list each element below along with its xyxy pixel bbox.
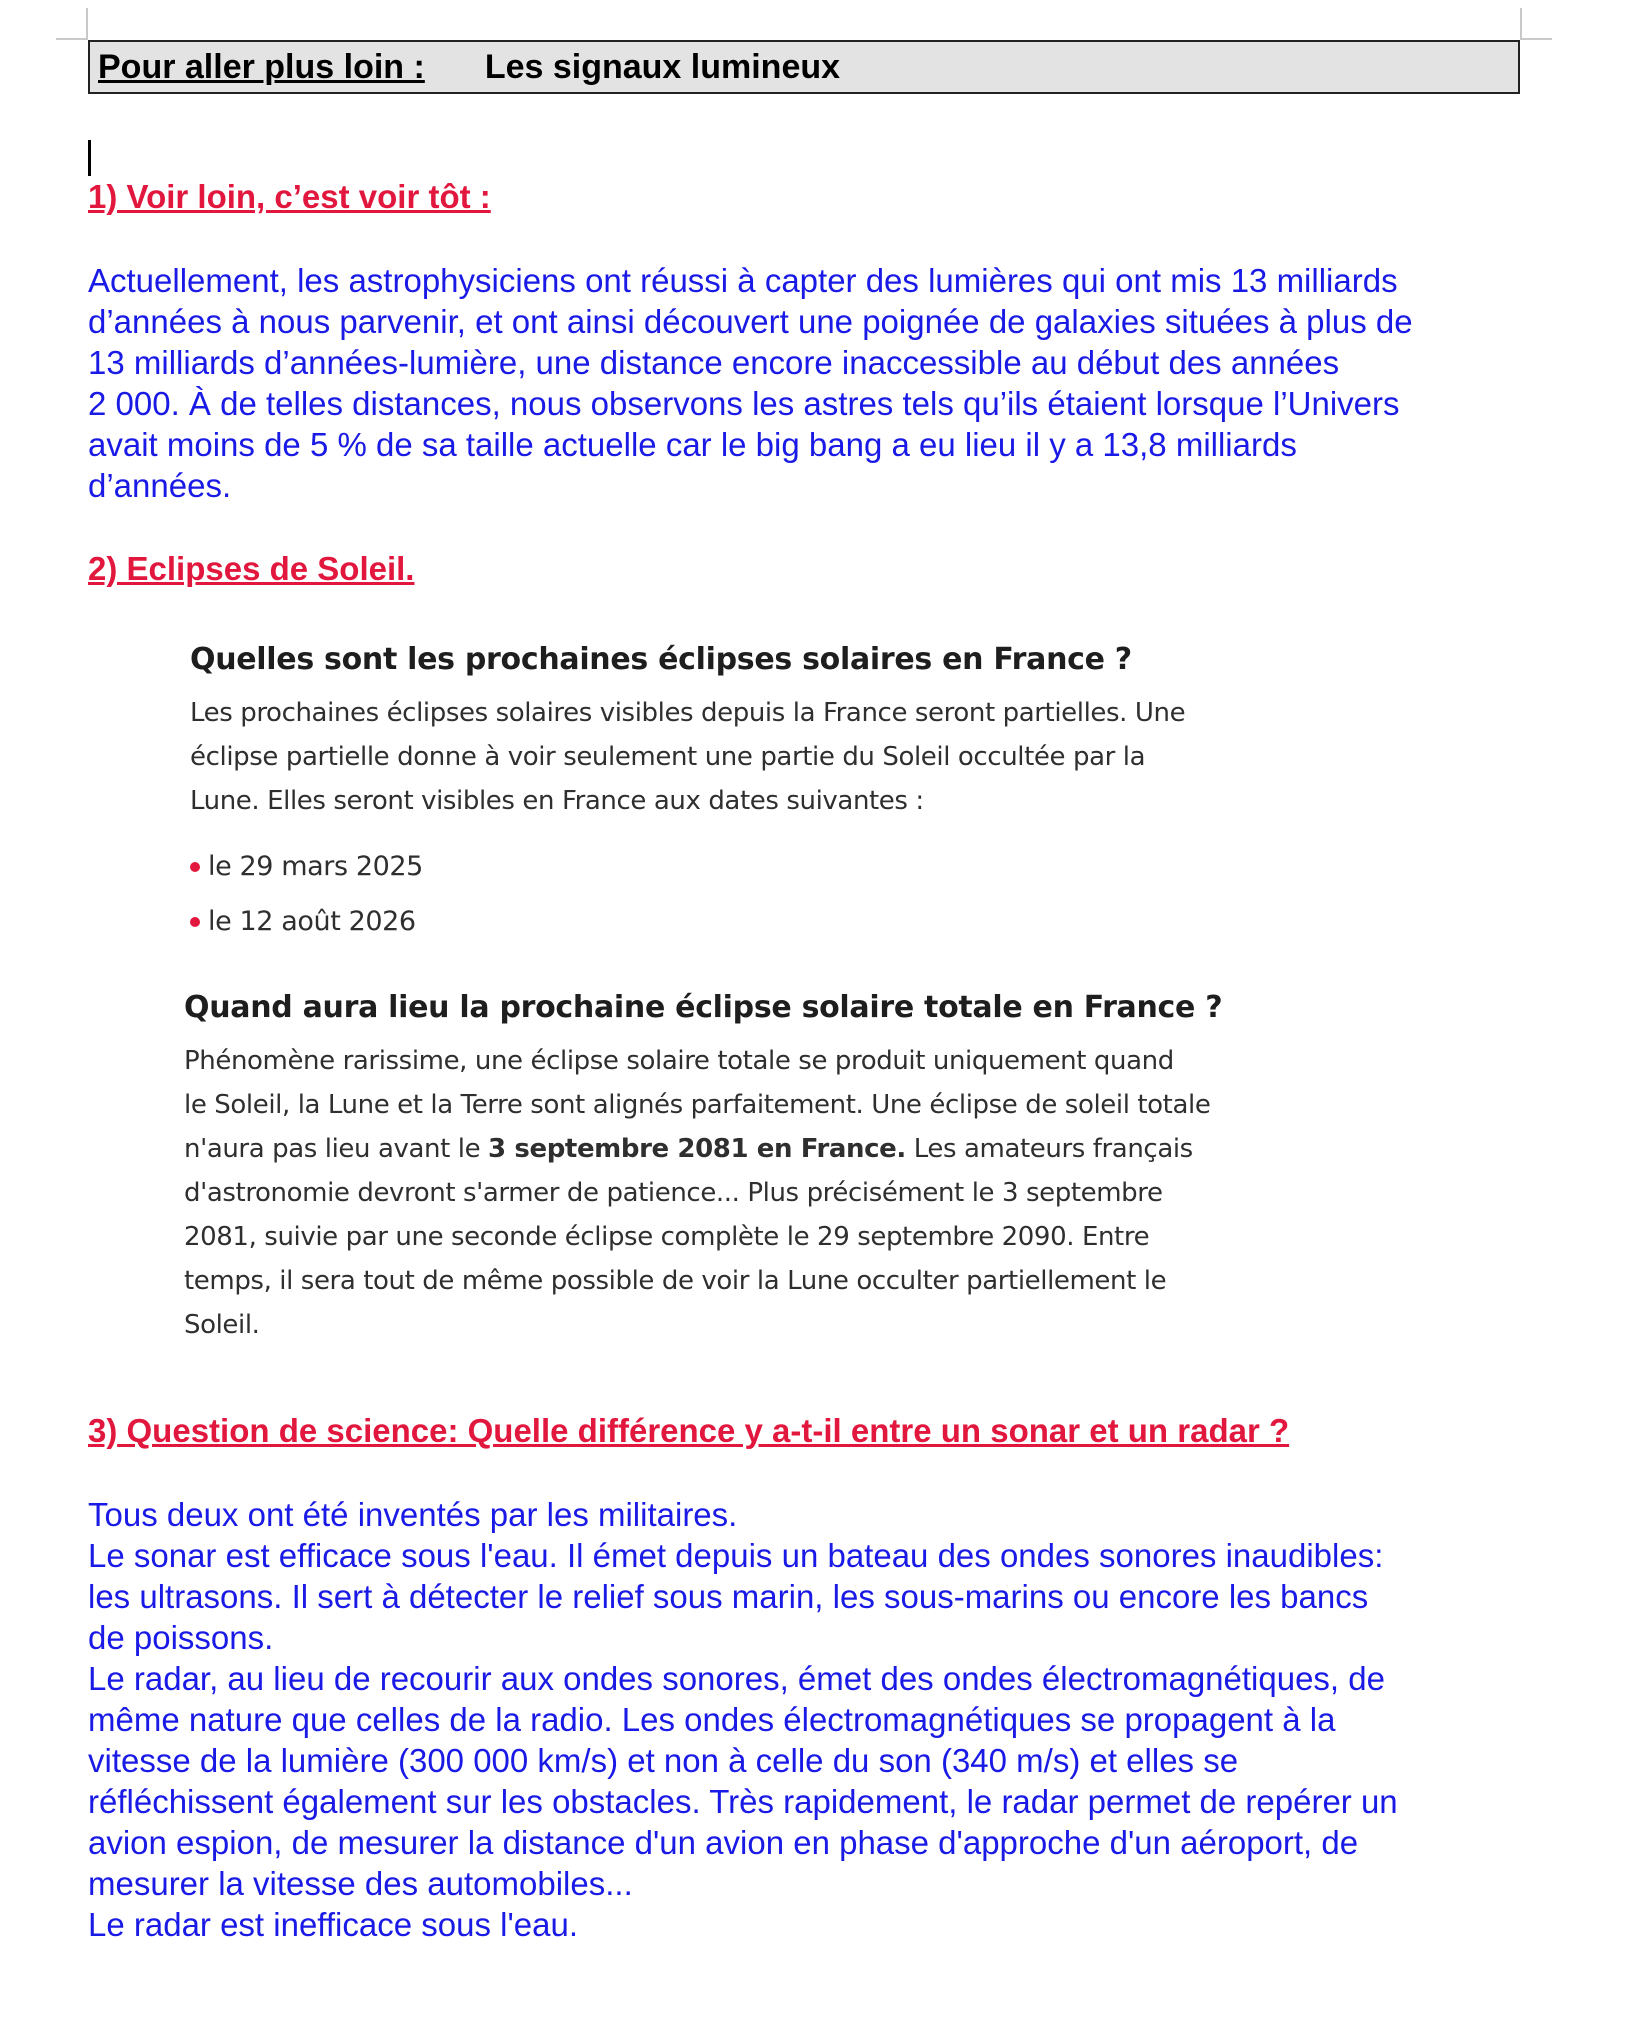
- section3-line: avion espion, de mesurer la distance d'un avion en phase d'approche d'un aéroport, de: [88, 1824, 1359, 1861]
- section3-line: même nature que celles de la radio. Les ondes électromagnétiques se propagent à la: [88, 1701, 1336, 1738]
- eclipse-text-line: [184, 1127, 1384, 1171]
- section3-line: les ultrasons. Il sert à détecter le relief sous marin, les sous-marins ou encore les bancs: [88, 1578, 1369, 1615]
- bullet-dot-icon: [190, 917, 200, 927]
- eclipse-total-excerpt: [184, 990, 1384, 1347]
- page-corner-mark: [86, 8, 88, 40]
- section3-line: Le sonar est efficace sous l'eau. Il émet depuis un bateau des ondes sonores inaudibles:: [88, 1537, 1384, 1574]
- section3-number: 3): [88, 1412, 118, 1449]
- title-left: Pour aller plus loin :: [98, 47, 425, 86]
- section1-line: Actuellement, les astrophysiciens ont réussi à capter des lumières qui ont mis 13 milliards: [88, 262, 1398, 299]
- section3-line: vitesse de la lumière (300 000 km/s) et non à celle du son (340 m/s) et elles se: [88, 1742, 1239, 1779]
- eclipse-date-item: [190, 894, 1370, 949]
- section1-line: 13 milliards d’années-lumière, une distance encore inaccessible au début des années: [88, 344, 1340, 381]
- eclipse-text-line: temps, il sera tout de même possible de voir la Lune occulter partiellement le: [184, 1266, 1167, 1296]
- bullet-dot-icon: [190, 862, 200, 872]
- eclipse-date-highlight: 3 septembre 2081 en France.: [488, 1134, 906, 1164]
- eclipse-text-line: Lune. Elles seront visibles en France aux dates suivantes :: [190, 786, 924, 816]
- section3-title: Question de science: Quelle différence y a-t-il entre un sonar et un radar ?: [126, 1412, 1290, 1449]
- eclipse-text-line: d'astronomie devront s'armer de patience... Plus précisément le 3 septembre: [184, 1178, 1163, 1208]
- page-corner-mark: [1520, 38, 1552, 40]
- section1-line: avait moins de 5 % de sa taille actuelle car le big bang a eu lieu il y a 13,8 milliards: [88, 426, 1297, 463]
- section3-line: Tous deux ont été inventés par les militaires.: [88, 1496, 738, 1533]
- section3-line: mesurer la vitesse des automobiles...: [88, 1865, 633, 1902]
- section1-body: [88, 260, 1413, 506]
- eclipse-text-line: Soleil.: [184, 1310, 260, 1340]
- eclipse-date: le 12 août 2026: [208, 906, 416, 937]
- eclipse-question-1: Quelles sont les prochaines éclipses solaires en France ?: [190, 642, 1132, 677]
- eclipse-text-line: 2081, suivie par une seconde éclipse complète le 29 septembre 2090. Entre: [184, 1222, 1150, 1252]
- page-corner-mark: [1520, 8, 1522, 40]
- section1-line: 2 000. À de telles distances, nous observons les astres tels qu’ils étaient lorsque l’Univers: [88, 385, 1400, 422]
- section2-heading: 2) Eclipses de Soleil.: [88, 550, 415, 587]
- section3-line: réfléchissent également sur les obstacles. Très rapidement, le radar permet de repérer un: [88, 1783, 1398, 1820]
- eclipse-article-excerpt: [190, 642, 1370, 949]
- section1-heading: 1) Voir loin, c’est voir tôt :: [88, 178, 491, 215]
- section3-heading: [88, 1412, 1289, 1450]
- eclipse-text-part: Les amateurs français: [905, 1134, 1193, 1164]
- section3-line: Le radar, au lieu de recourir aux ondes sonores, émet des ondes électromagnétiques, de: [88, 1660, 1385, 1697]
- eclipse-text-line: Phénomène rarissime, une éclipse solaire totale se produit uniquement quand: [184, 1046, 1174, 1076]
- eclipse-text-line: le Soleil, la Lune et la Terre sont alignés parfaitement. Une éclipse de soleil totale: [184, 1090, 1211, 1120]
- eclipse-question-2: Quand aura lieu la prochaine éclipse solaire totale en France ?: [184, 990, 1223, 1025]
- section1-line: d’années à nous parvenir, et ont ainsi découvert une poignée de galaxies situées à plus de: [88, 303, 1413, 340]
- eclipse-text-part: n'aura pas lieu avant le: [184, 1134, 489, 1164]
- eclipse-text-line: éclipse partielle donne à voir seulement une partie du Soleil occultée par la: [190, 742, 1146, 772]
- eclipse-date-item: [190, 839, 1370, 894]
- section1-line: d’années.: [88, 467, 232, 504]
- text-cursor: [88, 140, 91, 176]
- title-box: [88, 40, 1520, 94]
- title-right: Les signaux lumineux: [484, 47, 841, 86]
- section3-line: Le radar est inefficace sous l'eau.: [88, 1906, 578, 1943]
- eclipse-date: le 29 mars 2025: [208, 851, 423, 882]
- page-corner-mark: [56, 38, 88, 40]
- section3-line: de poissons.: [88, 1619, 274, 1656]
- eclipse-text-line: Les prochaines éclipses solaires visibles depuis la France seront partielles. Une: [190, 698, 1186, 728]
- section3-body: [88, 1494, 1398, 1945]
